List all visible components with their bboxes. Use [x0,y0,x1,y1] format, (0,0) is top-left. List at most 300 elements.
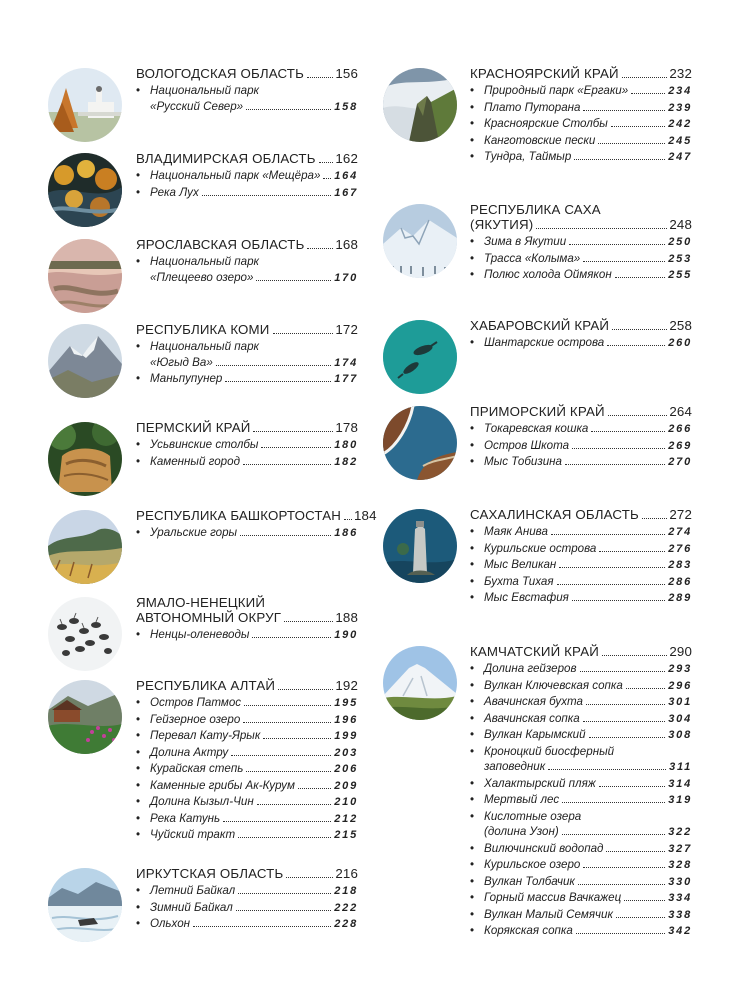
bullet-icon: • [470,558,475,571]
list-item[interactable] [136,83,358,115]
subsection-title: Природный парк «Ергаки» [484,84,629,97]
subsection-page-number: 170 [334,271,358,284]
subsection-page-number: 245 [668,134,692,147]
subsection-page-number: 293 [668,663,692,675]
bullet-icon: • [136,185,141,199]
subsection-title: Вулкан Ключевская сопка [484,678,623,692]
subsection-title: Вилючинский водопад [484,841,604,855]
subsection-title: Тундра, Таймыр [484,150,572,163]
bullet-icon: • [470,728,475,741]
subsection-page-number: 270 [668,456,692,468]
subsection-title: заповедник [484,760,546,773]
dot-leader [319,162,334,163]
subsection-title: Кроноцкий биосферный [484,744,615,758]
mountain-ridge-photo [48,324,122,398]
subsection-title: Авачинская сопка [484,711,580,725]
subsection-title: Долина гейзеров [484,662,577,675]
dot-leader [286,877,333,878]
bullet-icon: • [470,574,475,588]
list-item[interactable] [136,728,358,745]
region-page-number: 172 [335,322,358,337]
list-item[interactable] [470,678,692,695]
bullet-icon: • [136,84,141,97]
region-title: ПРИМОРСКИЙ КРАЙ [470,404,605,419]
subsection-page-number: 274 [668,526,692,538]
subsection-title: Зима в Якутии [484,235,567,248]
subsection-page-number: 342 [668,925,692,937]
subsection-page-number: 167 [334,186,358,199]
list-item[interactable] [470,907,692,924]
subsection-title: Перевал Кату-Ярык [150,729,261,742]
bullet-icon: • [470,841,475,855]
subsection-title: Маньпупунер [150,372,223,385]
list-item[interactable] [136,811,358,828]
list-item[interactable] [136,254,358,286]
subsection-page-number: 199 [334,730,358,742]
bullet-icon: • [470,924,475,937]
dot-leader [583,721,666,722]
subsection-title: Река Катунь [150,811,221,825]
subsection-list [470,421,692,471]
dot-leader [240,535,331,536]
list-item[interactable] [136,778,358,795]
list-item[interactable] [470,711,692,728]
region-title: ВОЛОГОДСКАЯ ОБЛАСТЬ [136,66,304,81]
subsection-page-number: 212 [334,812,358,825]
subsection-title: Шантарские острова [484,336,605,349]
list-item[interactable] [136,185,358,202]
region-page-number: 162 [335,151,358,166]
dot-leader [344,519,352,520]
dot-leader [223,821,331,822]
subsection-title: Авачинская бухта [484,695,583,708]
subsection-page-number: 158 [334,100,358,113]
subsection-title: Корякская сопка [484,924,573,937]
list-item[interactable] [470,809,692,841]
dot-leader [278,689,333,690]
list-item[interactable] [136,794,358,811]
subsection-title: Кислотные озера [484,809,582,823]
list-item[interactable] [136,454,358,471]
dot-leader [252,637,331,638]
subsection-list [136,83,358,115]
bullet-icon: • [470,336,475,349]
list-item[interactable] [470,438,692,455]
list-item[interactable] [470,557,692,574]
subsection-title: Гейзерное озеро [150,712,241,726]
monastery-photo [48,68,122,142]
subsection-title: Мертвый лес [484,793,560,806]
subsection-page-number: 203 [334,746,358,759]
region-page-number: 248 [669,217,692,232]
subsection-title: Маяк Анива [484,525,548,538]
region-heading[interactable] [136,322,358,337]
region-heading[interactable] [136,237,358,252]
bullet-icon: • [136,828,141,841]
dot-leader [323,178,331,179]
subsection-page-number: 174 [334,356,358,369]
subsection-title: Уральские горы [150,526,238,539]
subsection-list [136,627,358,644]
region-page-number: 272 [669,507,692,522]
dot-leader [246,771,331,772]
dot-leader [261,447,331,448]
dot-leader [273,333,334,334]
list-item[interactable] [470,100,692,117]
subsection-title: Плато Путорана [484,100,581,114]
list-item[interactable] [470,590,692,607]
dot-leader [238,893,331,894]
subsection-title: Вулкан Толбачик [484,874,575,888]
subsection-page-number: 196 [334,713,358,726]
subsection-title: Летний Байкал [150,884,236,897]
list-item[interactable] [136,883,358,900]
subsection-page-number: 250 [668,236,692,248]
list-item[interactable] [136,745,358,762]
subsection-title: Остров Патмос [150,696,242,709]
subsection-page-number: 266 [668,423,692,435]
bullet-icon: • [136,526,141,539]
list-item[interactable] [136,916,358,933]
subsection-page-number: 322 [668,826,692,838]
list-item[interactable] [470,541,692,558]
region-heading[interactable] [470,404,692,419]
region-title: ЯМАЛО-НЕНЕЦКИЙ [136,595,266,610]
dot-leader [626,688,665,689]
region-page-number: 290 [669,644,692,659]
subsection-list [470,524,692,607]
dot-leader [572,600,665,601]
subsection-title: Курильское озеро [484,858,581,871]
dot-leader [246,109,331,110]
list-item[interactable] [470,234,692,251]
region-heading[interactable] [470,202,692,232]
region-heading[interactable] [470,507,692,522]
bullet-icon: • [136,900,141,914]
dot-leader [591,431,665,432]
bullet-icon: • [470,525,475,538]
subsection-page-number: 338 [668,908,692,921]
bullet-icon: • [470,858,475,871]
autumn-forest-photo [48,153,122,227]
subsection-title: Национальный парк [150,84,260,97]
subsection-list [470,335,692,352]
list-item[interactable] [136,525,358,542]
region-heading[interactable] [470,66,692,81]
bullet-icon: • [470,891,475,904]
list-item[interactable] [136,627,358,644]
list-item[interactable] [470,335,692,352]
region-title: ЯРОСЛАВСКАЯ ОБЛАСТЬ [136,237,305,252]
bullet-icon: • [470,793,475,806]
subsection-page-number: 296 [668,679,692,692]
bullet-icon: • [136,811,141,825]
region-title: РЕСПУБЛИКА САХА [470,202,601,217]
dot-leader [602,655,667,656]
subsection-title: Курильские острова [484,541,597,555]
subsection-page-number: 239 [668,101,692,114]
bullet-icon: • [470,874,475,888]
bullet-icon: • [470,422,475,435]
rock-pillars-photo [48,422,122,496]
region-page-number: 264 [669,404,692,419]
dot-leader [576,933,665,934]
dot-leader [243,722,331,723]
subsection-title: Вулкан Малый Семячик [484,907,613,921]
bullet-icon: • [136,795,141,808]
dot-leader [548,769,666,770]
list-item[interactable] [470,694,692,711]
subsection-page-number: 234 [668,85,692,97]
subsection-list [136,883,358,933]
subsection-title: Мыс Тобизина [484,455,562,468]
subsection-page-number: 228 [334,918,358,930]
subsection-title: «Плещеево озеро» [150,270,254,284]
volcano-photo [383,646,457,720]
lake-sunset-photo [48,239,122,313]
subsection-title: Мыс Великан [484,558,557,571]
list-item[interactable] [136,712,358,729]
subsection-page-number: 289 [668,592,692,604]
list-item[interactable] [470,116,692,133]
subsection-list [470,661,692,940]
bullet-icon: • [470,541,475,555]
bullet-icon: • [470,678,475,692]
dot-leader [572,448,665,449]
subsection-title: Халактырский пляж [484,776,596,790]
list-item[interactable] [470,524,692,541]
subsection-page-number: 186 [334,527,358,539]
dot-leader [256,280,331,281]
subsection-page-number: 319 [668,794,692,806]
region-page-number: 178 [335,420,358,435]
bullet-icon: • [136,917,141,930]
altai-meadow-photo [48,680,122,754]
bullet-icon: • [470,695,475,708]
list-item[interactable] [470,661,692,678]
dot-leader [574,159,665,160]
subsection-page-number: 327 [668,842,692,855]
list-item[interactable] [136,168,358,185]
subsection-title: Зимний Байкал [150,900,233,914]
bullet-icon: • [136,712,141,726]
subsection-list [136,339,358,388]
dot-leader [624,900,665,901]
dot-leader [307,77,333,78]
subsection-title: Ольхон [150,917,191,930]
subsection-title: Национальный парк [150,340,260,353]
dot-leader [559,567,665,568]
subsection-page-number: 218 [334,885,358,897]
coast-spit-photo [383,406,457,480]
region-heading[interactable] [470,644,692,659]
subsection-title: «Югыд Ва» [150,355,213,369]
region-title: АВТОНОМНЫЙ ОКРУГ [136,610,282,625]
list-item[interactable] [470,251,692,268]
subsection-list [470,234,692,284]
list-item[interactable] [470,874,692,891]
subsection-page-number: 304 [668,712,692,725]
subsection-page-number: 215 [334,829,358,841]
bullet-icon: • [136,778,141,792]
dot-leader [257,804,332,805]
bullet-icon: • [470,268,475,281]
region-heading[interactable] [136,595,358,625]
bullet-icon: • [470,150,475,163]
region-page-number: 232 [669,66,692,81]
list-item[interactable] [470,792,692,809]
list-item[interactable] [470,857,692,874]
dot-leader [607,345,665,346]
subsection-title: Остров Шкота [484,438,570,452]
bullet-icon: • [136,454,141,468]
list-item[interactable] [470,574,692,591]
region-title: САХАЛИНСКАЯ ОБЛАСТЬ [470,507,639,522]
dot-leader [557,584,666,585]
list-item[interactable] [470,727,692,744]
region-heading[interactable] [136,420,358,435]
region-heading[interactable] [470,318,692,333]
bullet-icon: • [136,628,141,641]
list-item[interactable] [470,923,692,940]
region-title: РЕСПУБЛИКА БАШКОРТОСТАН [136,508,341,523]
subsection-page-number: 334 [668,892,692,904]
bullet-icon: • [470,809,475,823]
region-page-number: 192 [335,678,358,693]
subsection-title: Национальный парк [150,255,260,268]
subsection-title: Бухта Тихая [484,574,554,588]
region-title: ИРКУТСКАЯ ОБЛАСТЬ [136,866,284,881]
subsection-page-number: 222 [334,901,358,914]
dot-leader [622,77,668,78]
subsection-title: Горный массив Вачкажец [484,891,622,904]
region-heading[interactable] [136,866,358,881]
subsection-page-number: 209 [334,779,358,792]
region-page-number: 188 [335,610,358,625]
dot-leader [236,910,331,911]
subsection-list [136,525,358,542]
dot-leader [599,551,665,552]
list-item[interactable] [136,827,358,844]
list-item[interactable] [136,761,358,778]
subsection-title: Каменные грибы Ак-Курум [150,778,295,792]
list-item[interactable] [136,695,358,712]
dot-leader [231,755,331,756]
region-heading[interactable] [136,508,377,523]
list-item[interactable] [136,371,358,388]
bullet-icon: • [136,762,141,775]
subsection-title: Полюс холода Оймякон [484,268,612,281]
subsection-title: Ненцы-оленеводы [150,628,250,641]
subsection-title: Долина Актру [150,745,229,759]
list-item[interactable] [470,841,692,858]
region-page-number: 184 [354,508,377,523]
region-heading[interactable] [136,151,358,166]
bullet-icon: • [470,907,475,921]
list-item[interactable] [470,776,692,793]
dot-leader [307,248,333,249]
subsection-page-number: 182 [334,455,358,468]
subsection-list [470,83,692,166]
subsection-page-number: 177 [334,373,358,385]
subsection-title: Каменный город [150,454,240,468]
list-item[interactable] [470,454,692,471]
subsection-title: Национальный парк «Мещёра» [150,169,321,182]
subsection-page-number: 253 [668,252,692,265]
list-item[interactable] [470,149,692,166]
list-item[interactable] [470,133,692,150]
dot-leader [583,110,665,111]
bullet-icon: • [470,100,475,114]
dot-leader [569,244,665,245]
bullet-icon: • [470,711,475,725]
subsection-page-number: 164 [334,170,358,182]
list-item[interactable] [136,339,358,371]
region-page-number: 168 [335,237,358,252]
dot-leader [608,415,668,416]
list-item[interactable] [136,437,358,454]
subsection-page-number: 260 [668,337,692,349]
subsection-title: Мыс Евстафия [484,591,569,604]
subsection-title: Токаревская кошка [484,422,589,435]
dot-leader [551,534,665,535]
frozen-baikal-photo [48,868,122,942]
list-item[interactable] [470,890,692,907]
region-title: КРАСНОЯРСКИЙ КРАЙ [470,66,619,81]
bullet-icon: • [470,133,475,147]
subsection-title: Долина Кызыл-Чин [150,795,254,808]
region-heading[interactable] [136,66,358,81]
subsection-title: Чуйский тракт [150,828,236,841]
subsection-title: Вулкан Карымский [484,728,586,741]
list-item[interactable] [470,744,692,776]
bullet-icon: • [470,84,475,97]
subsection-page-number: 301 [668,696,692,708]
bullet-icon: • [136,340,141,353]
dot-leader [583,867,665,868]
dot-leader [583,261,665,262]
subsection-title: Красноярские Столбы [484,117,608,130]
subsection-page-number: 190 [334,629,358,641]
list-item[interactable] [470,83,692,100]
dot-leader [599,786,665,787]
list-item[interactable] [470,421,692,438]
subsection-title: «Русский Север» [150,99,244,113]
bullet-icon: • [470,662,475,675]
subsection-list [136,695,358,844]
subsection-page-number: 328 [668,859,692,871]
bullet-icon: • [136,372,141,385]
dot-leader [284,621,333,622]
dot-leader [298,788,331,789]
subsection-page-number: 283 [668,559,692,571]
bullet-icon: • [470,251,475,265]
cliff-clouds-photo [383,68,457,142]
list-item[interactable] [136,900,358,917]
bullet-icon: • [470,438,475,452]
region-heading[interactable] [136,678,358,693]
dot-leader [562,802,665,803]
subsection-page-number: 180 [334,439,358,451]
region-title: ВЛАДИМИРСКАЯ ОБЛАСТЬ [136,151,316,166]
region-page-number: 216 [335,866,358,881]
subsection-title: Канготовские пески [484,133,596,147]
dot-leader [606,851,665,852]
subsection-page-number: 255 [668,269,692,281]
dot-leader [580,671,666,672]
list-item[interactable] [470,267,692,284]
reindeer-herd-photo [48,597,122,671]
